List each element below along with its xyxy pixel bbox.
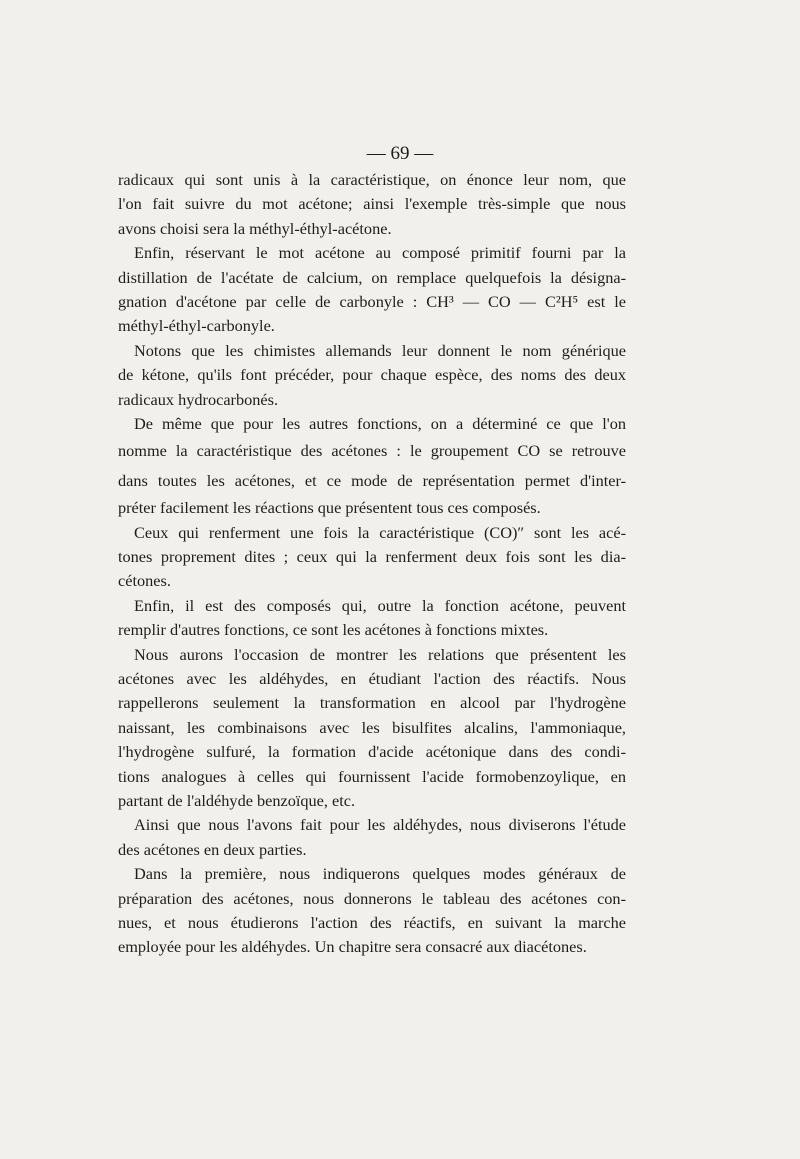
text-line: acétones avec les aldéhydes, en étudiant l'action des réactifs. Nous [118,669,626,689]
body-text [118,168,626,960]
text-line: tones proprement dites ; ceux qui la renferment deux fois sont les dia- [118,547,626,567]
text-line: nues, et nous étudierons l'action des réactifs, en suivant la marche [118,912,626,932]
text-line: naissant, les combinaisons avec les bisulfites alcalins, l'ammoniaque, [118,717,626,737]
text-line: remplir d'autres fonctions, ce sont les acétones à fonctions mixtes. [118,620,549,640]
text-line: Enfin, il est des composés qui, outre la fonction acétone, peuvent [134,595,626,615]
text-line: Notons que les chimistes allemands leur donnent le nom générique [134,340,626,360]
page-number: — 69 — [366,143,434,164]
text-line: radicaux hydrocarbonés. [118,389,279,409]
text-line: avons choisi sera la méthyl-éthyl-acétone. [118,218,392,238]
text-line: distillation de l'acétate de calcium, on remplace quelquefois la désigna- [118,267,626,287]
text-line: l'on fait suivre du mot acétone; ainsi l'exemple très-simple que nous [118,194,626,214]
text-line: préparation des acétones, nous donnerons le tableau des acétones con- [118,888,626,908]
text-line: De même que pour les autres fonctions, on a déterminé ce que l'on [134,413,626,433]
text-line: Ainsi que nous l'avons fait pour les aldéhydes, nous diviserons l'étude [134,815,626,835]
text-line: l'hydrogène sulfuré, la formation d'acide acétonique dans des condi- [118,742,626,762]
text-line: partant de l'aldéhyde benzoïque, etc. [118,790,356,810]
text-line: préter facilement les réactions que présentent tous ces composés. [118,498,541,518]
text-line: des acétones en deux parties. [118,839,307,859]
text-line: nomme la caractéristique des acétones : le groupement CO se retrouve [118,441,626,461]
text-line: radicaux qui sont unis à la caractéristique, on énonce leur nom, que [118,170,626,189]
text-line: Nous aurons l'occasion de montrer les relations que présentent les [134,644,626,664]
text-line: employée pour les aldéhydes. Un chapitre sera consacré aux diacétones. [118,937,587,957]
text-line: Dans la première, nous indiquerons quelques modes généraux de [134,864,626,884]
text-line: tions analogues à celles qui fournissent l'acide formobenzoylique, en [118,766,626,786]
text-line: rappellerons seulement la transformation en alcool par l'hydrogène [118,693,626,713]
text-line: méthyl-éthyl-carbonyle. [118,316,275,336]
text-line: gnation d'acétone par celle de carbonyle : CH³ — CO — C²H⁵ est le [118,291,626,311]
text-line: cétones. [118,571,171,591]
text-line: Enfin, réservant le mot acétone au composé primitif fourni par la [134,243,626,263]
text-line: de kétone, qu'ils font précéder, pour chaque espèce, des noms des deux [118,365,626,385]
text-line: Ceux qui renferment une fois la caractéristique (CO)″ sont les acé- [134,522,626,542]
text-line: dans toutes les acétones, et ce mode de représentation permet d'inter- [118,471,626,491]
